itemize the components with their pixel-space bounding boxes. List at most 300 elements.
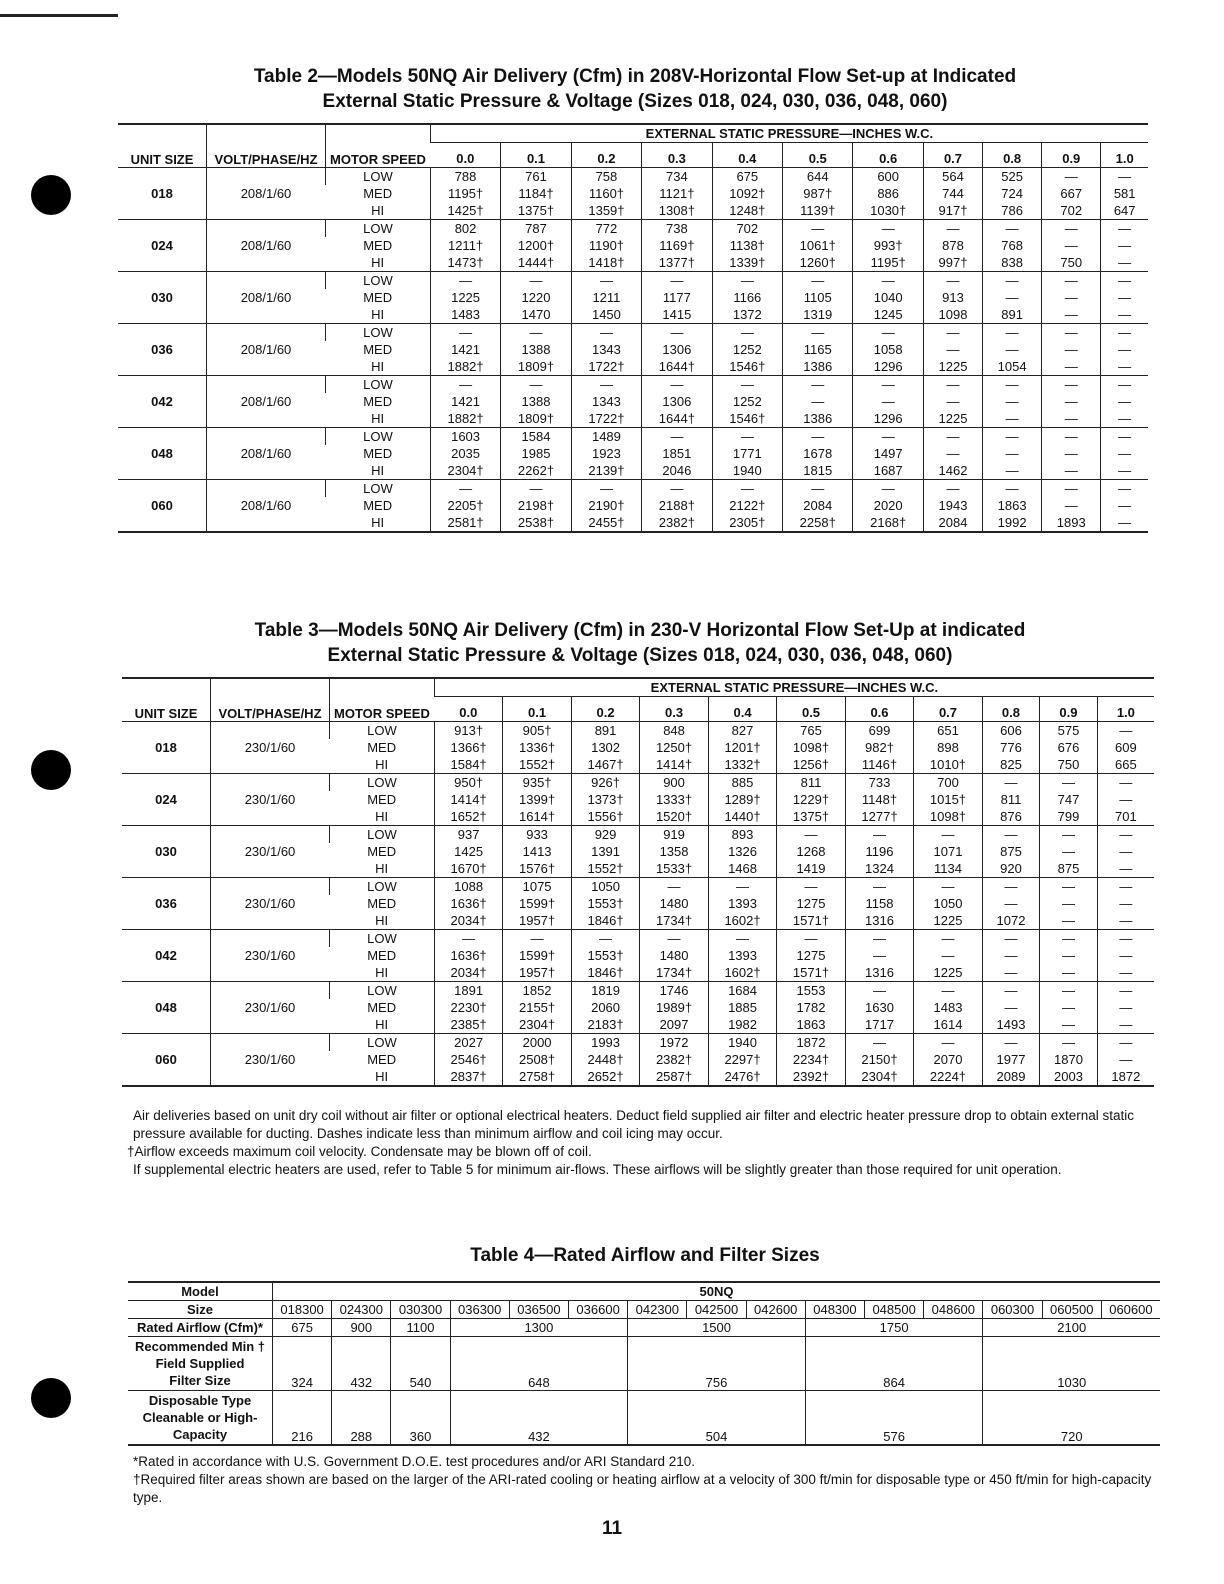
cfm-cell: — <box>982 878 1040 896</box>
cfm-cell: 701 <box>1097 808 1154 826</box>
cfm-cell: 1809† <box>501 410 571 428</box>
cfm-cell: — <box>642 480 712 498</box>
cfm-cell: — <box>571 930 639 948</box>
cfm-cell: 1148† <box>845 791 913 808</box>
cfm-cell: 1425† <box>430 202 500 220</box>
cfm-cell: — <box>783 480 853 498</box>
data-row-042-low <box>118 376 1148 394</box>
cfm-cell: — <box>1097 860 1154 878</box>
cfm-cell: 919 <box>640 826 708 844</box>
cfm-cell: — <box>642 324 712 342</box>
cfm-cell: — <box>982 947 1040 964</box>
model-value: 50NQ <box>273 1282 1161 1301</box>
disposable-filter-value: 216 <box>273 1391 332 1445</box>
cfm-cell: 675 <box>712 168 782 186</box>
cfm-cell: — <box>914 930 982 948</box>
cfm-cell: — <box>1097 722 1154 740</box>
cfm-cell: 1462 <box>923 462 982 480</box>
cfm-cell: 1289† <box>708 791 776 808</box>
pressure-col-0-6: 0.6 <box>853 143 923 168</box>
cfm-cell: 1576† <box>503 860 571 878</box>
cfm-cell: — <box>1097 964 1154 982</box>
cfm-cell: 750 <box>1040 756 1098 774</box>
cfm-cell: — <box>1042 272 1101 290</box>
disp-label-line3: Capacity <box>172 1426 228 1442</box>
cfm-cell: — <box>1101 341 1148 358</box>
cfm-cell: 575 <box>1040 722 1098 740</box>
data-row-030-low <box>118 272 1148 290</box>
cfm-cell: — <box>1097 774 1154 792</box>
cfm-cell: 2224† <box>914 1068 982 1086</box>
cfm-cell: — <box>712 376 782 394</box>
cfm-cell: 1602† <box>708 912 776 930</box>
cfm-cell: 733 <box>845 774 913 792</box>
rated-airflow-label: Rated Airflow (Cfm)* <box>128 1319 273 1337</box>
cfm-cell: — <box>1097 878 1154 896</box>
cfm-cell: 885 <box>708 774 776 792</box>
cfm-cell: 1343 <box>571 341 641 358</box>
cfm-cell: 1940 <box>712 462 782 480</box>
cfm-cell: — <box>1101 237 1148 254</box>
cfm-cell: — <box>983 462 1042 480</box>
cfm-cell: 1373† <box>571 791 639 808</box>
cfm-cell: 1722† <box>571 358 641 376</box>
cfm-cell: 878 <box>923 237 982 254</box>
cfm-cell: 929 <box>571 826 639 844</box>
cfm-cell: — <box>1040 1034 1098 1052</box>
cfm-cell: 1415 <box>642 306 712 324</box>
cfm-cell: 1072 <box>982 912 1040 930</box>
cfm-cell: — <box>1097 1051 1154 1068</box>
cfm-cell: 1391 <box>571 843 639 860</box>
data-row-048-low <box>118 428 1148 446</box>
cfm-cell: 1546† <box>712 410 782 428</box>
cfm-cell: 1993 <box>571 1034 639 1052</box>
table4-notes <box>133 1453 1163 1507</box>
cfm-cell: 1440† <box>708 808 776 826</box>
cfm-cell: — <box>845 878 913 896</box>
cfm-cell: — <box>1101 462 1148 480</box>
cfm-cell: — <box>1042 376 1101 394</box>
cfm-cell: 2070 <box>914 1051 982 1068</box>
volt-phase-hz: 208/1/60 <box>207 428 326 480</box>
cfm-cell: 600 <box>853 168 923 186</box>
cfm-cell: — <box>923 393 982 410</box>
cfm-cell: — <box>914 947 982 964</box>
cfm-cell: 2304† <box>845 1068 913 1086</box>
cfm-cell: 1870 <box>1040 1051 1098 1068</box>
cfm-cell: 2837† <box>434 1068 502 1086</box>
data-row-018-low <box>118 168 1148 186</box>
motor-speed: HI <box>330 1016 435 1034</box>
unit-size-024: 024 <box>122 774 211 826</box>
cfm-cell: — <box>777 826 845 844</box>
cfm-cell: 1071 <box>914 843 982 860</box>
cfm-cell: — <box>1101 168 1148 186</box>
size-042500: 042500 <box>687 1301 746 1319</box>
cfm-cell: 1339† <box>712 254 782 272</box>
unit-size-036: 036 <box>118 324 207 376</box>
disposable-filter-value: 720 <box>983 1391 1160 1445</box>
cfm-cell: 933 <box>503 826 571 844</box>
cfm-cell: 2190† <box>571 497 641 514</box>
cfm-cell: 738 <box>642 220 712 238</box>
pressure-col-0-3: 0.3 <box>640 697 708 722</box>
cfm-cell: 1670† <box>434 860 502 878</box>
cfm-cell: 848 <box>640 722 708 740</box>
disposable-filter-value: 504 <box>628 1391 806 1445</box>
cfm-cell: 1075 <box>503 878 571 896</box>
motor-speed: HI <box>326 514 431 532</box>
note-air-deliveries: Air deliveries based on unit dry coil without air filter or optional electrical heaters. Deduct field supplied air filter and electric heater pressure drop to obtain external static pressure available for ducting. Dashes indicate less than minimum airflow and coil icing may occur. <box>133 1108 1135 1141</box>
motor-speed: LOW <box>326 376 431 394</box>
motor-speed: MED <box>363 445 393 461</box>
motor-speed: LOW <box>330 930 435 948</box>
volt-header: VOLT/PHASE/HZ <box>207 124 326 168</box>
cfm-cell: — <box>1042 168 1101 186</box>
table2-title-line1: Table 2—Models 50NQ Air Delivery (Cfm) in 208V-Horizontal Flow Set-up at Indicated <box>253 66 1017 87</box>
cfm-cell: 768 <box>983 237 1042 254</box>
motor-speed: HI <box>330 860 435 878</box>
cfm-cell: 1746 <box>640 982 708 1000</box>
cfm-cell: — <box>923 272 982 290</box>
motor-speed: LOW <box>330 982 435 1000</box>
cfm-cell: 2155† <box>503 999 571 1016</box>
cfm-cell: — <box>430 480 500 498</box>
cfm-cell: 606 <box>982 722 1040 740</box>
cfm-cell: 2000 <box>503 1034 571 1052</box>
cfm-cell: — <box>1042 324 1101 342</box>
cfm-cell: — <box>1101 306 1148 324</box>
cfm-cell: 2003 <box>1040 1068 1098 1086</box>
cfm-cell: 1687 <box>853 462 923 480</box>
cfm-cell: 1846† <box>571 912 639 930</box>
cfm-cell: 913 <box>923 289 982 306</box>
cfm-cell: 1497 <box>853 445 923 462</box>
esp-header-row <box>122 678 1154 697</box>
cfm-cell: 982† <box>845 739 913 756</box>
table3-title-line1: Table 3—Models 50NQ Air Delivery (Cfm) in 230-V Horizontal Flow Set-Up at indicated <box>254 620 1026 641</box>
cfm-cell: 1413 <box>503 843 571 860</box>
cfm-cell: 1468 <box>708 860 776 878</box>
cfm-cell: 913† <box>434 722 502 740</box>
cfm-cell: 761 <box>501 168 571 186</box>
unit-size-048: 048 <box>122 982 211 1034</box>
cfm-cell: 1940 <box>708 1034 776 1052</box>
motor-speed: LOW <box>326 220 431 238</box>
cfm-cell: 1296 <box>853 358 923 376</box>
cfm-cell: 2035 <box>430 445 500 462</box>
cfm-cell: — <box>853 376 923 394</box>
cfm-cell: — <box>1040 982 1098 1000</box>
cfm-cell: 1885 <box>708 999 776 1016</box>
cfm-cell: — <box>1097 912 1154 930</box>
recommended-filter-value: 756 <box>628 1337 806 1391</box>
cfm-cell: 1630 <box>845 999 913 1016</box>
cfm-cell: 1098† <box>914 808 982 826</box>
cfm-cell: — <box>1097 947 1154 964</box>
cfm-cell: 1245 <box>853 306 923 324</box>
cfm-cell: 2297† <box>708 1051 776 1068</box>
cfm-cell: 917† <box>923 202 982 220</box>
size-060600: 060600 <box>1101 1301 1160 1319</box>
motor-speed: HI <box>330 1068 435 1086</box>
motor-speed: MED <box>367 947 397 963</box>
cfm-cell: 2122† <box>712 497 782 514</box>
cfm-cell: 1652† <box>434 808 502 826</box>
motor-speed: HI <box>326 410 431 428</box>
volt-phase-hz: 208/1/60 <box>207 480 326 533</box>
cfm-cell: 1366† <box>434 739 502 756</box>
cfm-cell: 2046 <box>642 462 712 480</box>
pressure-col-0-0: 0.0 <box>434 697 502 722</box>
cfm-cell: 2508† <box>503 1051 571 1068</box>
recommended-filter-value: 432 <box>332 1337 391 1391</box>
cfm-cell: 2089 <box>982 1068 1040 1086</box>
unit-size-030: 030 <box>122 826 211 878</box>
data-row-060-low <box>118 480 1148 498</box>
cfm-cell: — <box>923 376 982 394</box>
motor-speed: LOW <box>330 722 435 740</box>
pressure-col-0-5: 0.5 <box>783 143 853 168</box>
volt-phase-hz: 208/1/60 <box>207 324 326 376</box>
cfm-cell: 1158 <box>845 895 913 912</box>
cfm-cell: 1923 <box>571 445 641 462</box>
cfm-cell: — <box>1101 289 1148 306</box>
binder-hole-bottom <box>31 1378 71 1418</box>
cfm-cell: — <box>853 480 923 498</box>
cfm-cell: 898 <box>914 739 982 756</box>
rated-airflow-value: 1100 <box>391 1319 450 1337</box>
size-036600: 036600 <box>569 1301 628 1319</box>
cfm-cell: — <box>982 1034 1040 1052</box>
cfm-cell: 1819 <box>571 982 639 1000</box>
cfm-cell: 1444† <box>501 254 571 272</box>
recommended-filter-value: 864 <box>805 1337 983 1391</box>
cfm-cell: 1851 <box>642 445 712 462</box>
cfm-cell: 786 <box>983 202 1042 220</box>
motor-speed: LOW <box>330 1034 435 1052</box>
cfm-cell: 724 <box>983 185 1042 202</box>
cfm-cell: 647 <box>1101 202 1148 220</box>
cfm-cell: 1030† <box>853 202 923 220</box>
cfm-cell: — <box>642 428 712 446</box>
motor-speed-header: MOTOR SPEED <box>326 124 431 168</box>
cfm-cell: — <box>783 324 853 342</box>
cfm-cell: 1425 <box>434 843 502 860</box>
cfm-cell: 1957† <box>503 912 571 930</box>
cfm-cell: 1088 <box>434 878 502 896</box>
table4-filter-sizes <box>128 1281 1160 1446</box>
cfm-cell: 1556† <box>571 808 639 826</box>
size-036300: 036300 <box>450 1301 509 1319</box>
pressure-col-0-2: 0.2 <box>571 697 639 722</box>
cfm-cell: — <box>982 964 1040 982</box>
cfm-cell: — <box>1097 999 1154 1016</box>
cfm-cell: 1146† <box>845 756 913 774</box>
cfm-cell: 1195† <box>853 254 923 272</box>
cfm-cell: — <box>982 930 1040 948</box>
cfm-cell: 1989† <box>640 999 708 1016</box>
size-024300: 024300 <box>332 1301 391 1319</box>
cfm-cell: 1302 <box>571 739 639 756</box>
cfm-cell: 920 <box>982 860 1040 878</box>
cfm-cell: — <box>1101 428 1148 446</box>
cfm-cell: 734 <box>642 168 712 186</box>
cfm-cell: 1546† <box>712 358 782 376</box>
cfm-cell: — <box>1042 480 1101 498</box>
cfm-cell: 1809† <box>501 358 571 376</box>
cfm-cell: 2581† <box>430 514 500 532</box>
motor-speed: MED <box>363 393 393 409</box>
cfm-cell: 1985 <box>501 445 571 462</box>
cfm-cell: — <box>853 324 923 342</box>
cfm-cell: 1678 <box>783 445 853 462</box>
cfm-cell: 2304† <box>430 462 500 480</box>
cfm-cell: — <box>1101 410 1148 428</box>
cfm-cell: — <box>571 376 641 394</box>
cfm-cell: 788 <box>430 168 500 186</box>
cfm-cell: 2139† <box>571 462 641 480</box>
cfm-cell: — <box>1097 930 1154 948</box>
rated-airflow-value: 1300 <box>450 1319 628 1337</box>
cfm-cell: 1863 <box>777 1016 845 1034</box>
recommended-filter-value: 324 <box>273 1337 332 1391</box>
cfm-cell: 1359† <box>571 202 641 220</box>
cfm-cell: 1644† <box>642 410 712 428</box>
cfm-cell: 1882† <box>430 358 500 376</box>
cfm-cell: — <box>712 272 782 290</box>
cfm-cell: 1098† <box>777 739 845 756</box>
cfm-cell: 2097 <box>640 1016 708 1034</box>
cfm-cell: 609 <box>1097 739 1154 756</box>
cfm-cell: — <box>982 895 1040 912</box>
cfm-cell: 1399† <box>503 791 571 808</box>
cfm-cell: 1584† <box>434 756 502 774</box>
cfm-cell: — <box>1042 358 1101 376</box>
cfm-cell: 1252 <box>712 393 782 410</box>
table2-title <box>150 64 1120 114</box>
cfm-cell: 2084 <box>923 514 982 532</box>
cfm-cell: 1467† <box>571 756 639 774</box>
cfm-cell: 1225 <box>923 358 982 376</box>
cfm-cell: 1483 <box>430 306 500 324</box>
disposable-filter-value: 432 <box>450 1391 628 1445</box>
cfm-cell: 1872 <box>777 1034 845 1052</box>
cfm-cell: 1584 <box>501 428 571 446</box>
cfm-cell: 1248† <box>712 202 782 220</box>
cfm-cell: 2168† <box>853 514 923 532</box>
size-042300: 042300 <box>628 1301 687 1319</box>
cfm-cell: — <box>712 324 782 342</box>
motor-speed: MED <box>363 497 393 513</box>
cfm-cell: — <box>1040 912 1098 930</box>
motor-speed: MED <box>363 289 393 305</box>
cfm-cell: — <box>1040 826 1098 844</box>
data-row-024-low <box>122 774 1154 792</box>
cfm-cell: — <box>923 341 982 358</box>
cfm-cell: 1957† <box>503 964 571 982</box>
cfm-cell: 1375† <box>501 202 571 220</box>
cfm-cell: 1734† <box>640 964 708 982</box>
pressure-col-0-2: 0.2 <box>571 143 641 168</box>
cfm-cell: 825 <box>982 756 1040 774</box>
pressure-col-0-7: 0.7 <box>914 697 982 722</box>
cfm-cell: — <box>982 982 1040 1000</box>
cfm-cell: 1306 <box>642 393 712 410</box>
data-row-036-low <box>118 324 1148 342</box>
cfm-cell: — <box>783 272 853 290</box>
table3-airflow <box>122 677 1154 1087</box>
cfm-cell: — <box>983 480 1042 498</box>
pressure-col-0-8: 0.8 <box>982 697 1040 722</box>
pressure-col-0-4: 0.4 <box>712 143 782 168</box>
cfm-cell: 1520† <box>640 808 708 826</box>
cfm-cell: 644 <box>783 168 853 186</box>
cfm-cell: 1196 <box>845 843 913 860</box>
cfm-cell: 787 <box>501 220 571 238</box>
cfm-cell: 1771 <box>712 445 782 462</box>
cfm-cell: 1599† <box>503 895 571 912</box>
cfm-cell: 1782 <box>777 999 845 1016</box>
rec-label-line2: Field Supplied <box>155 1356 245 1371</box>
cfm-cell: 2034† <box>434 964 502 982</box>
cfm-cell: — <box>1040 930 1098 948</box>
cfm-cell: 702 <box>1042 202 1101 220</box>
motor-speed: LOW <box>330 878 435 896</box>
cfm-cell: — <box>1040 1016 1098 1034</box>
cfm-cell: 1225 <box>914 912 982 930</box>
table3-title <box>150 618 1130 668</box>
recommended-filter-value: 1030 <box>983 1337 1160 1391</box>
cfm-cell: 811 <box>982 791 1040 808</box>
cfm-cell: — <box>914 878 982 896</box>
motor-speed: HI <box>330 756 435 774</box>
cfm-cell: 1333† <box>640 791 708 808</box>
cfm-cell: 1211 <box>571 289 641 306</box>
cfm-cell: — <box>783 376 853 394</box>
esp-header-row <box>118 124 1148 143</box>
disposable-filter-value: 288 <box>332 1391 391 1445</box>
cfm-cell: 1324 <box>845 860 913 878</box>
cfm-cell: — <box>1042 341 1101 358</box>
cfm-cell: 2234† <box>777 1051 845 1068</box>
cfm-cell: 1553† <box>571 895 639 912</box>
cfm-cell: 937 <box>434 826 502 844</box>
data-row-060-low <box>122 1034 1154 1052</box>
motor-speed: MED <box>367 843 397 859</box>
cfm-cell: — <box>983 445 1042 462</box>
cfm-cell: 1316 <box>845 912 913 930</box>
cfm-cell: — <box>1097 826 1154 844</box>
cfm-cell: — <box>914 982 982 1000</box>
cfm-cell: 1058 <box>853 341 923 358</box>
top-rule <box>0 14 118 17</box>
cfm-cell: — <box>923 445 982 462</box>
cfm-cell: 1852 <box>503 982 571 1000</box>
cfm-cell: — <box>1040 964 1098 982</box>
cfm-cell: — <box>571 272 641 290</box>
cfm-cell: — <box>1101 514 1148 532</box>
cfm-cell: 1602† <box>708 964 776 982</box>
cfm-cell: 2652† <box>571 1068 639 1086</box>
cfm-cell: — <box>1097 843 1154 860</box>
cfm-cell: 1418† <box>571 254 641 272</box>
cfm-cell: 1414† <box>640 756 708 774</box>
cfm-cell: 1393 <box>708 947 776 964</box>
motor-speed: LOW <box>326 428 431 446</box>
cfm-cell: 802 <box>430 220 500 238</box>
